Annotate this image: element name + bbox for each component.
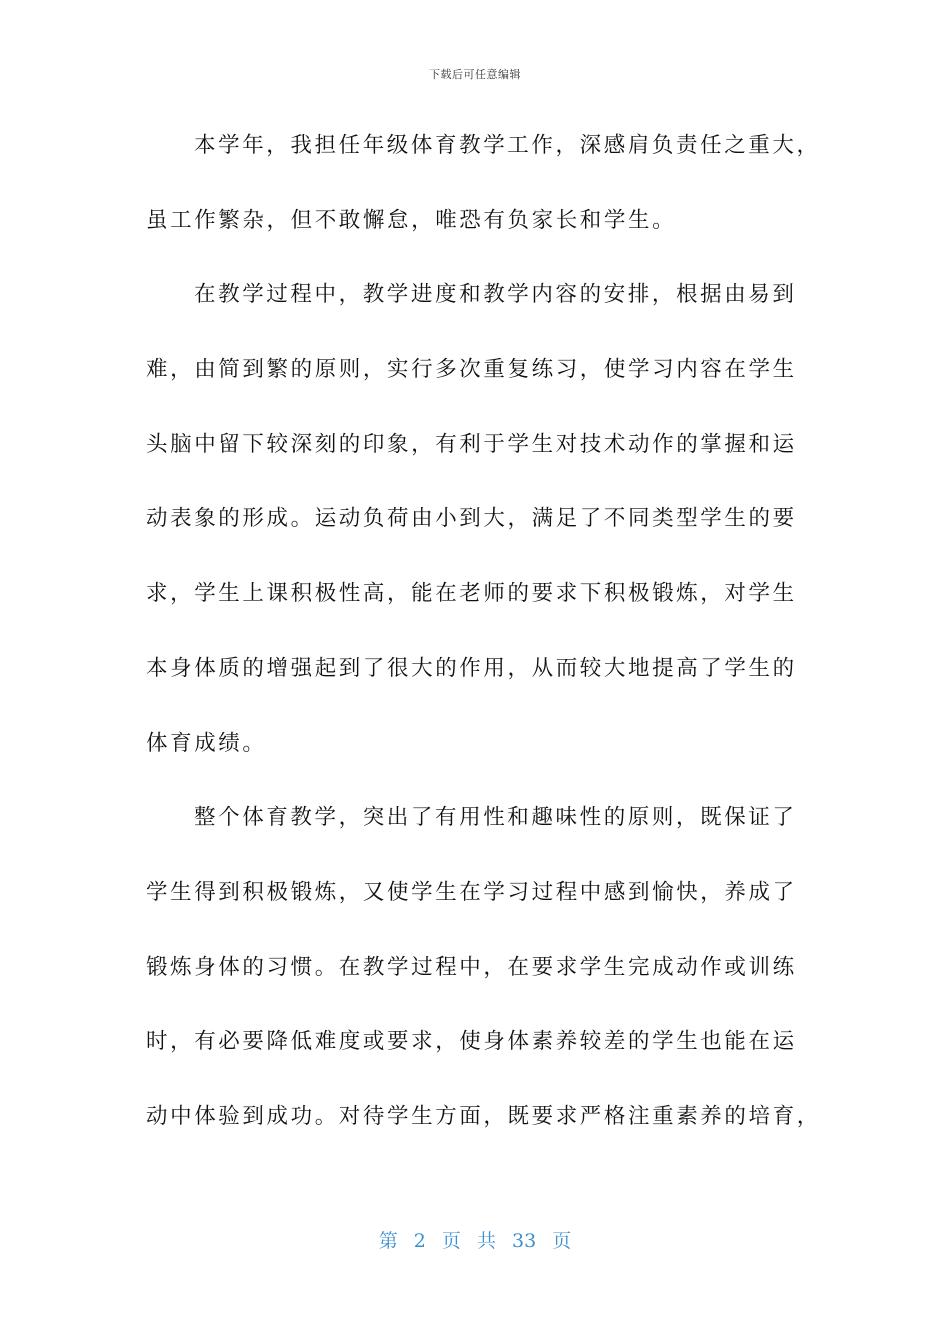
paragraph-line: 整个体育教学，突出了有用性和趣味性的原则，既保证了 <box>194 805 797 831</box>
header-note: 下载后可任意编辑 <box>429 68 521 81</box>
paragraph-line: 动中体验到成功。对待学生方面，既要求严格注重素养的培育， <box>146 1103 821 1129</box>
paragraph-line: 头脑中留下较深刻的印象，有利于学生对技术动作的掌握和运 <box>146 431 797 457</box>
paragraph-line: 本身体质的增强起到了很大的作用，从而较大地提高了学生的 <box>146 655 797 681</box>
paragraph-line: 学生得到积极锻炼，又使学生在学习过程中感到愉快，养成了 <box>146 879 797 905</box>
paragraph-line: 体育成绩。 <box>146 730 267 756</box>
paragraph-line: 本学年，我担任年级体育教学工作，深感肩负责任之重大， <box>194 133 821 158</box>
paragraph-line: 难，由简到繁的原则，实行多次重复练习，使学习内容在学生 <box>146 357 797 383</box>
paragraph-line: 锻炼身体的习惯。在教学过程中，在要求学生完成动作或训练 <box>146 954 797 980</box>
paragraph-line: 求，学生上课积极性高，能在老师的要求下积极锻炼，对学生 <box>146 581 797 607</box>
body-text <box>146 120 821 1166</box>
page-number-footer: 第 2 页 共 33 页 <box>378 1230 572 1252</box>
paragraph-line: 虽工作繁杂，但不敢懈怠，唯恐有负家长和学生。 <box>146 207 677 233</box>
paragraph-line: 在教学过程中，教学进度和教学内容的安排，根据由易到 <box>194 282 797 308</box>
paragraph-line: 时，有必要降低难度或要求，使身体素养较差的学生也能在运 <box>146 1029 797 1055</box>
paragraph-line: 动表象的形成。运动负荷由小到大，满足了不同类型学生的要 <box>146 506 797 532</box>
